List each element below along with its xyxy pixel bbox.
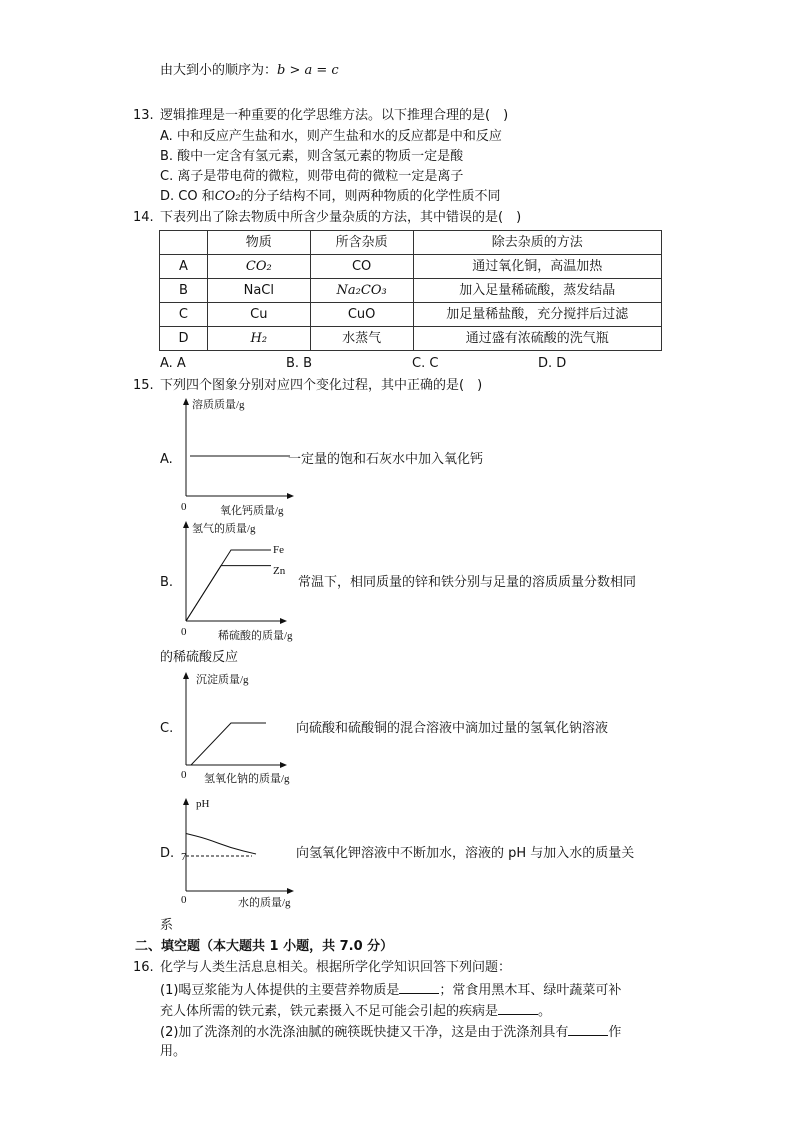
q16-line-4: 用。 (160, 1044, 187, 1059)
q15-number: 15. (133, 378, 154, 393)
q14-answer-a: A. A (160, 356, 186, 371)
chart-a-ylabel: 溶质质量/g (192, 399, 245, 411)
chart-d-axes (183, 798, 294, 894)
q13-stem: 逻辑推理是一种重要的化学思维方法。以下推理合理的是( ) (160, 108, 509, 123)
q13-number: 13. (133, 108, 154, 123)
chart-b-axes (183, 521, 287, 624)
table-cell: Na₂CO₃ (310, 279, 413, 303)
chart-a (176, 396, 301, 518)
table-header-cell: 物质 (207, 231, 310, 255)
q15-option-d-desc: 向氢氧化钾溶液中不断加水，溶液的 pH 与加入水的质量关 (296, 846, 635, 861)
q15-option-b-desc-cont: 的稀硫酸反应 (160, 650, 239, 665)
q13-option-c: C. 离子是带电荷的微粒，则带电荷的微粒一定是离子 (160, 169, 464, 184)
table-row (160, 255, 662, 279)
chart-c-series-line (186, 723, 266, 765)
q16-blank-3[interactable] (568, 1023, 608, 1036)
q14-stem: 下表列出了除去物质中所含少量杂质的方法，其中错误的是( ) (160, 210, 522, 225)
chart-b-x-arrow (280, 618, 287, 624)
chart-b-series-zn-label: Zn (273, 565, 286, 577)
q16-line-3-a: (2)加了洗涤剂的水洗涤油腻的碗筷既快捷又干净，这是由于洗涤剂具有 (160, 1025, 569, 1040)
q15-option-d-label: D. (160, 846, 175, 861)
table-row (160, 279, 662, 303)
q15-option-d-desc-cont: 系 (160, 918, 174, 933)
q13-option-d (160, 189, 501, 205)
table-cell: 加入足量稀硫酸，蒸发结晶 (413, 279, 661, 303)
q15-option-a-label: A. (160, 452, 173, 467)
chart-b-series-line-zn (186, 566, 271, 621)
q15-option-c-label: C. (160, 721, 174, 736)
table-cell: Cu (207, 303, 310, 327)
chart-b-plot (186, 550, 271, 621)
prev-answer-formula: b > a = c (277, 63, 339, 78)
q13-option-d-formula: CO₂ (214, 189, 241, 204)
table-row (160, 327, 662, 351)
q15-stem: 下列四个图象分别对应四个变化过程，其中正确的是( ) (160, 378, 483, 393)
chart-d-series-line (186, 834, 256, 855)
table-cell: 通过氧化铜，高温加热 (413, 255, 661, 279)
q15-option-c-desc: 向硫酸和硫酸铜的混合溶液中滴加过量的氢氧化钠溶液 (296, 721, 609, 736)
chart-a-x-arrow (287, 493, 294, 499)
q14-answer-c: C. C (412, 356, 439, 371)
chart-c-x-arrow (280, 762, 287, 768)
table-cell: NaCl (207, 279, 310, 303)
q16-line-3-b: 作 (608, 1025, 622, 1040)
table-header-row (160, 231, 662, 255)
chart-b-ylabel: 氢气的质量/g (192, 523, 256, 535)
q15-option-b-label: B. (160, 575, 174, 590)
q14-answer-d: D. D (538, 356, 567, 371)
chart-c (176, 668, 296, 786)
table-cell: 通过盛有浓硫酸的洗气瓶 (413, 327, 661, 351)
q16-line-2-a: 充人体所需的铁元素，铁元素摄入不足可能会引起的疾病是 (160, 1004, 499, 1019)
q16-line-1-a: (1)喝豆浆能为人体提供的主要营养物质是 (160, 983, 400, 998)
chart-a-axes (183, 398, 294, 499)
chart-b (176, 518, 296, 642)
q16-stem: 化学与人类生活息息相关。根据所学化学知识回答下列问题： (160, 960, 512, 975)
q15-option-a-desc: 一定量的饱和石灰水中加入氧化钙 (288, 452, 484, 467)
table-cell: CuO (310, 303, 413, 327)
table-header-cell: 除去杂质的方法 (413, 231, 661, 255)
chart-b-series-fe-label: Fe (273, 544, 284, 556)
chart-d-ylabel: pH (196, 798, 210, 810)
q14-number: 14. (133, 210, 154, 225)
table-row (160, 303, 662, 327)
table-cell: CO₂ (207, 255, 310, 279)
chart-b-y-arrow (183, 521, 189, 528)
table-header-cell (160, 231, 208, 255)
table-cell: D (160, 327, 208, 351)
q16-line-1-b: ；常食用黑木耳、绿叶蔬菜可补 (439, 983, 622, 998)
q16-line-2 (160, 1002, 551, 1020)
chart-d-origin: 0 (181, 894, 187, 906)
table-cell: A (160, 255, 208, 279)
q13-option-d-a: D. CO 和 (160, 189, 215, 204)
q14-answer-b: B. B (286, 356, 313, 371)
q15-option-b-desc: 常温下，相同质量的锌和铁分别与足量的溶质质量分数相同 (298, 575, 637, 590)
q16-line-1 (160, 981, 621, 999)
chart-d-xlabel: 水的质量/g (238, 897, 291, 909)
chart-d (176, 795, 301, 913)
chart-c-axes (183, 672, 287, 768)
chart-d-plot (186, 834, 256, 855)
q13-option-a: A. 中和反应产生盐和水，则产生盐和水的反应都是中和反应 (160, 129, 502, 144)
chart-c-plot (186, 723, 266, 765)
chart-d-y-arrow (183, 798, 189, 805)
q16-number: 16. (133, 960, 154, 975)
q16-line-2-b: 。 (538, 1004, 552, 1019)
chart-c-origin: 0 (181, 769, 187, 781)
table-header-cell: 所含杂质 (310, 231, 413, 255)
q13-option-d-b: 的分子结构不同，则两种物质的化学性质不同 (240, 189, 501, 204)
chart-b-xlabel: 稀硫酸的质量/g (218, 630, 293, 642)
table-cell: C (160, 303, 208, 327)
table-cell: H₂ (207, 327, 310, 351)
chart-c-xlabel: 氢氧化钠的质量/g (204, 773, 290, 785)
prev-answer-text: 由大到小的顺序为： (160, 63, 278, 78)
section-heading: 二、填空题（本大题共 1 小题，共 7.0 分） (135, 939, 394, 954)
chart-a-xlabel: 氧化钙质量/g (220, 505, 284, 517)
q16-line-3 (160, 1023, 621, 1041)
chart-d-x-arrow (287, 888, 294, 894)
chart-b-origin: 0 (181, 626, 187, 638)
q13-option-b: B. 酸中一定含有氢元素，则含氢元素的物质一定是酸 (160, 149, 464, 164)
chart-a-origin: 0 (181, 501, 187, 513)
q16-blank-2[interactable] (498, 1002, 538, 1015)
prev-answer-line (160, 63, 339, 79)
chart-c-ylabel: 沉淀质量/g (196, 674, 249, 686)
q16-blank-1[interactable] (399, 981, 439, 994)
table-cell: 水蒸气 (310, 327, 413, 351)
chart-c-y-arrow (183, 672, 189, 679)
chart-b-series-line-fe (186, 550, 271, 621)
impurity-table (159, 230, 662, 351)
chart-a-y-arrow (183, 398, 189, 405)
chart-d-ref-tick: 7 (181, 851, 187, 863)
table-cell: B (160, 279, 208, 303)
table-cell: CO (310, 255, 413, 279)
table-cell: 加足量稀盐酸，充分搅拌后过滤 (413, 303, 661, 327)
